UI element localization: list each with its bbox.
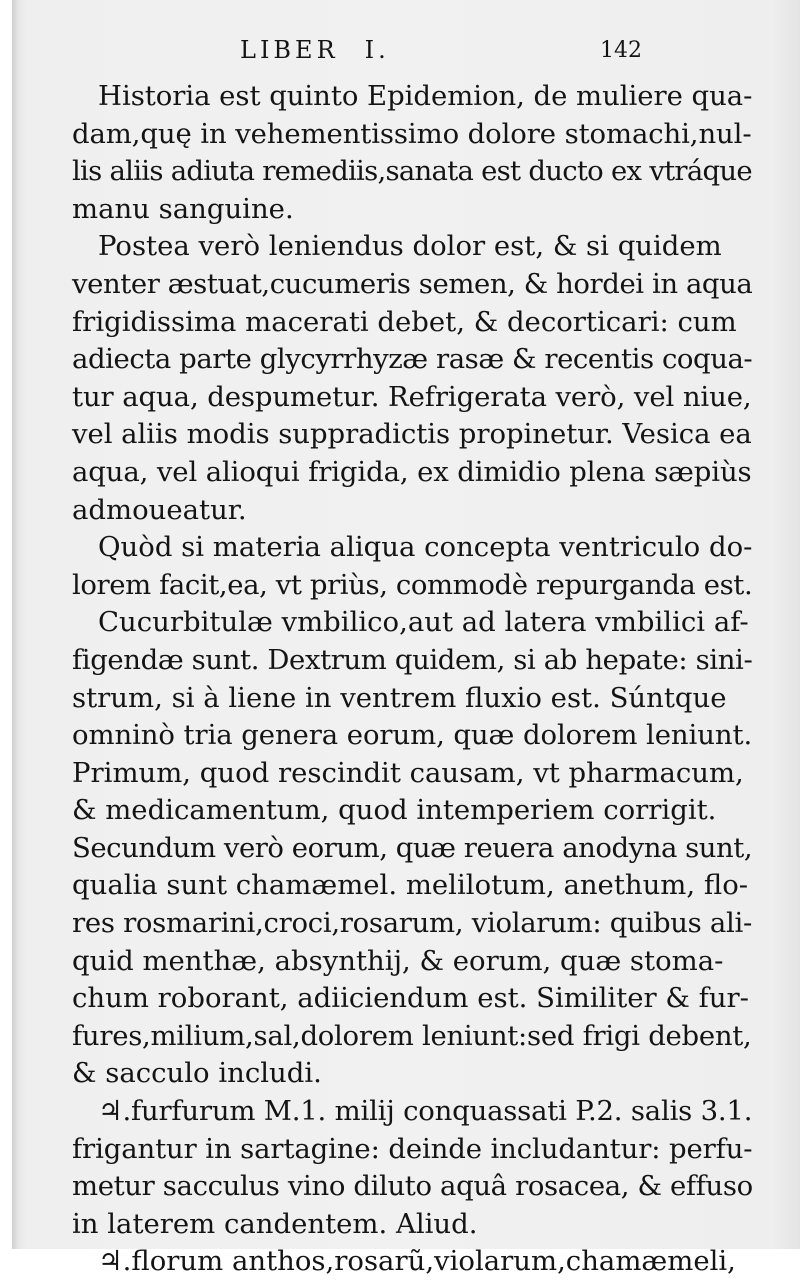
text-line: vel aliis modis suppradictis propinetur. Vesica ea <box>72 418 752 451</box>
text-line: Secundum verò eorum, quæ reuera anodyna sunt, <box>72 831 753 864</box>
text-line: omninò tria genera eorum, quæ dolorem leniunt. <box>72 719 753 752</box>
text-line: res rosmarini,croci,rosarum, violarum: quibus ali- <box>72 907 752 940</box>
text-line: & medicamentum, quod intemperiem corrigit. <box>72 794 717 827</box>
text-line: metur sacculus vino diluto aquâ rosacea, & effuso <box>72 1170 753 1203</box>
text-line: frigantur in sartagine: deinde includantur: perfu- <box>72 1132 753 1165</box>
text-line: tur aqua, despumetur. Refrigerata verò, vel niue, <box>72 380 752 413</box>
running-head-title: LIBER <box>240 36 339 64</box>
text-line: venter æstuat,cucumeris semen, & hordei in aqua <box>72 267 753 300</box>
text-line: lorem facit,ea, vt priùs, commodè repurganda est. <box>72 568 753 601</box>
text-line: admoueatur. <box>72 493 247 526</box>
text-line: Quòd si materia aliqua concepta ventriculo do- <box>98 531 753 564</box>
text-line: ♃.florum anthos,rosarũ,violarum,chamæmeli, <box>98 1245 736 1278</box>
text-line: Primum, quod rescindit causam, vt pharmacum, <box>72 756 744 789</box>
text-line: Historia est quinto Epidemion, de muliere qua- <box>98 80 753 112</box>
text-line: dam,quę in vehementissimo dolore stomachi,nul- <box>72 117 752 150</box>
text-line: frigidissima macerati debet, & decorticari: cum <box>72 305 737 338</box>
text-line: chum roborant, adiiciendum est. Similiter & fur- <box>72 982 749 1015</box>
text-line: qualia sunt chamæmel. melilotum, anethum, flo- <box>72 869 749 902</box>
text-line: Cucurbitulæ vmbilico,aut ad latera vmbilici af- <box>98 606 749 639</box>
running-head <box>240 36 390 64</box>
book-page <box>12 0 800 1278</box>
body-text <box>72 78 752 1281</box>
text-line: strum, si à liene in ventrem fluxio est. Súntque <box>72 681 727 714</box>
text-line: & sacculo includi. <box>72 1057 322 1090</box>
text-line: aqua, vel alioqui frigida, ex dimidio plena sæpiùs <box>72 455 752 488</box>
book-number: I. <box>364 36 390 64</box>
text-line: adiecta parte glycyrrhyzæ rasæ & recentis coqua- <box>72 343 753 376</box>
text-line: Postea verò leniendus dolor est, & si quidem <box>98 230 722 263</box>
text-line: fures,milium,sal,dolorem leniunt:sed frigi debent, <box>72 1019 752 1052</box>
text-line: in laterem candentem. Aliud. <box>72 1207 478 1240</box>
text-line: quid menthæ, absynthij, & eorum, quæ stoma- <box>72 944 724 977</box>
page-margin-strip <box>0 0 12 1249</box>
text-line: lis aliis adiuta remediis,sanata est ducto ex vtráque <box>72 155 752 188</box>
page-number: 142 <box>600 38 642 63</box>
text-line: ♃.furfurum M.1. milij conquassati P.2. salis 3.1. <box>98 1095 753 1128</box>
text-line: manu sanguine. <box>72 192 294 225</box>
text-line: figendæ sunt. Dextrum quidem, si ab hepate: sini- <box>72 643 753 676</box>
